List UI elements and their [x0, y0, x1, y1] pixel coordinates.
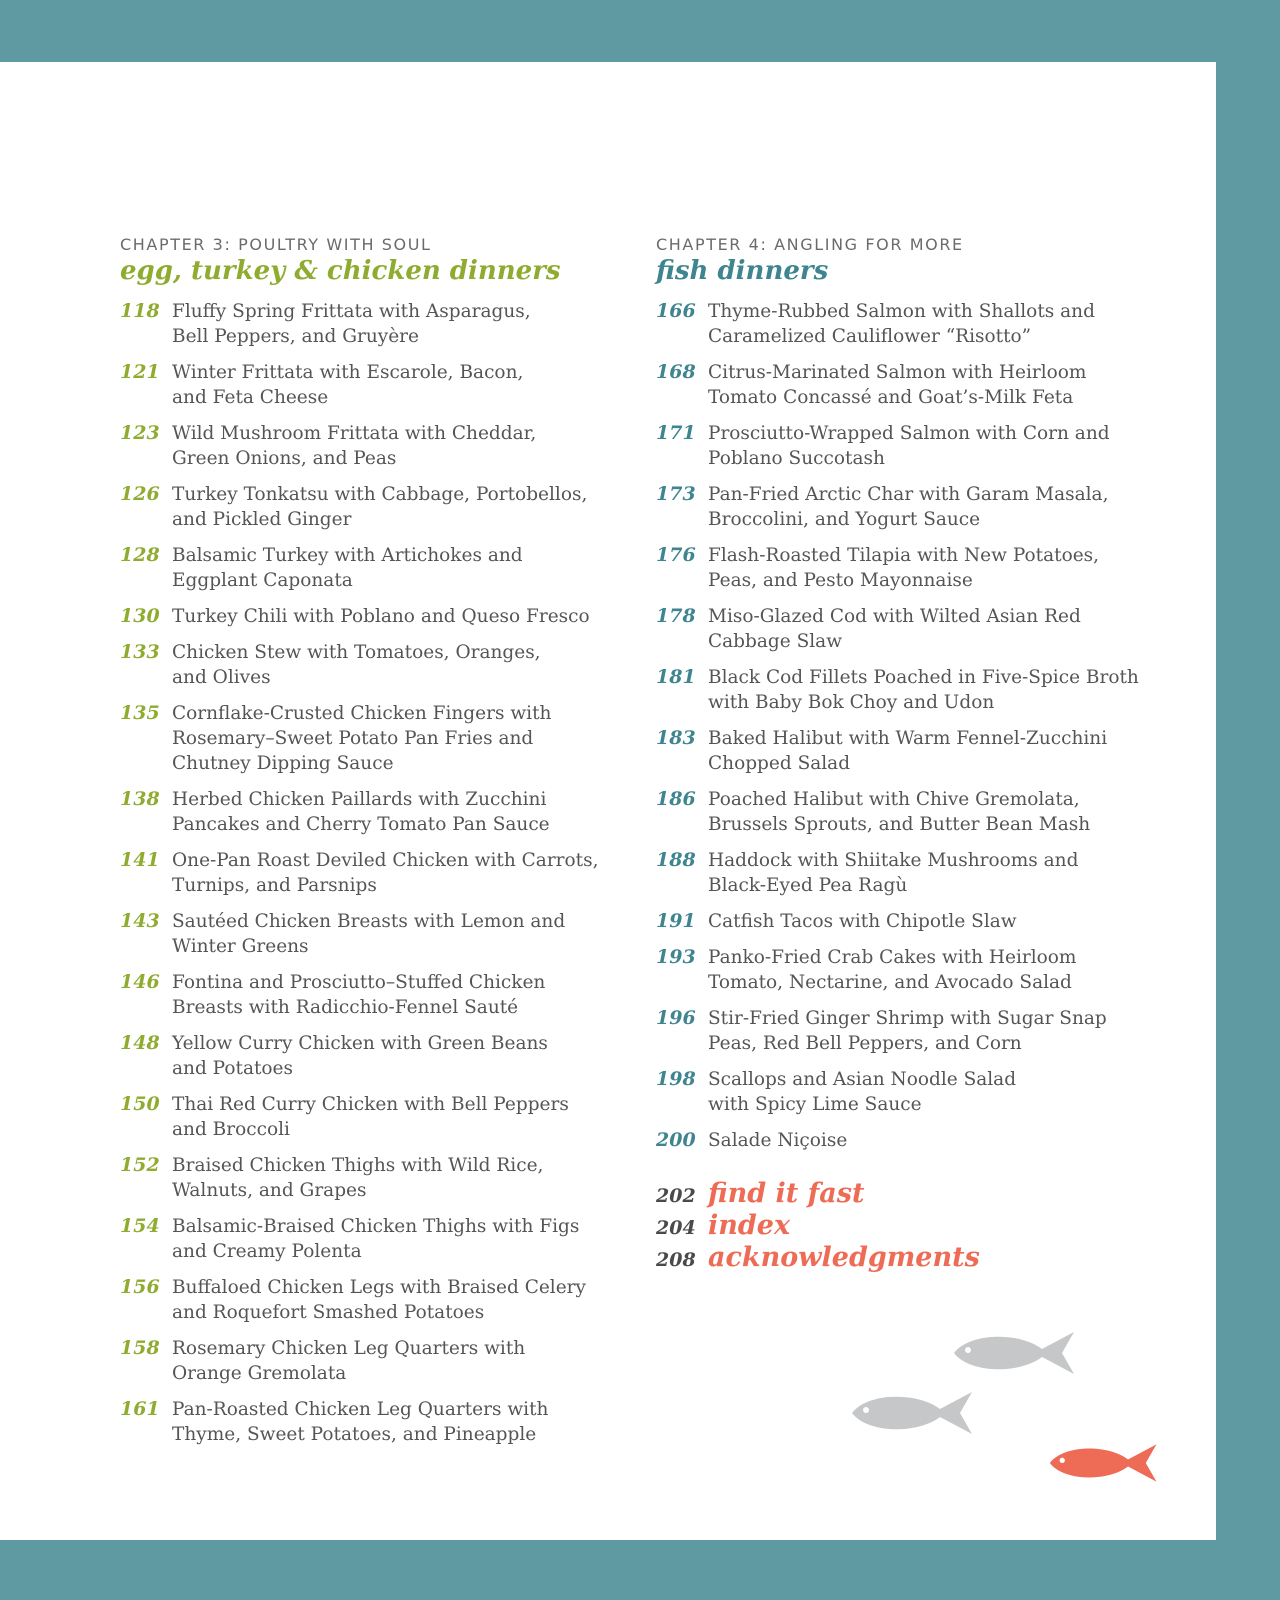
recipe-title: Rosemary Chicken Leg Quarters with Orange Gremolata [172, 1338, 526, 1384]
recipe-list [120, 299, 620, 1447]
toc-entry[interactable] [656, 726, 1176, 776]
page-number: 200 [656, 1129, 696, 1151]
toc-entry[interactable] [656, 1006, 1176, 1056]
recipe-title: Scallops and Asian Noodle Salad with Spicy Lime Sauce [708, 1069, 1017, 1115]
toc-entry[interactable] [120, 1214, 620, 1264]
backmatter-list [656, 1179, 1176, 1275]
backmatter-item[interactable] [656, 1179, 1176, 1211]
chapter-4-section [656, 235, 1176, 1275]
page-number: 191 [656, 910, 696, 932]
page-number: 166 [656, 300, 696, 322]
page-number: 135 [120, 702, 160, 724]
recipe-title: Fluffy Spring Frittata with Asparagus, Bell Peppers, and Gruyère [172, 301, 531, 347]
recipe-title: Stir-Fried Ginger Shrimp with Sugar Snap Peas, Red Bell Peppers, and Corn [708, 1008, 1107, 1054]
recipe-title: Wild Mushroom Frittata with Cheddar, Green Onions, and Peas [172, 423, 537, 469]
toc-entry[interactable] [120, 482, 620, 532]
toc-entry[interactable] [120, 701, 620, 776]
toc-entry[interactable] [656, 909, 1176, 934]
toc-entry[interactable] [120, 970, 620, 1020]
page-number: 133 [120, 641, 160, 663]
toc-entry[interactable] [656, 421, 1176, 471]
page-number: 126 [120, 483, 160, 505]
recipe-title: Catfish Tacos with Chipotle Slaw [708, 911, 1017, 932]
page-number: 158 [120, 1337, 160, 1359]
recipe-title: Turkey Tonkatsu with Cabbage, Portobellos, and Pickled Ginger [172, 484, 588, 530]
recipe-title: Baked Halibut with Warm Fennel-Zucchini Chopped Salad [708, 728, 1108, 774]
backmatter-item[interactable] [656, 1243, 1176, 1275]
backmatter-item[interactable] [656, 1211, 1176, 1243]
toc-entry[interactable] [120, 909, 620, 959]
recipe-title: Panko-Fried Crab Cakes with Heirloom Tomato, Nectarine, and Avocado Salad [708, 947, 1077, 993]
recipe-title: Haddock with Shiitake Mushrooms and Black-Eyed Pea Ragù [708, 850, 1079, 896]
page-number: 130 [120, 605, 160, 627]
page-number: 143 [120, 910, 160, 932]
recipe-title: Balsamic Turkey with Artichokes and Eggplant Caponata [172, 545, 523, 591]
recipe-title: Pan-Fried Arctic Char with Garam Masala, Broccolini, and Yogurt Sauce [708, 484, 1109, 530]
recipe-list [656, 299, 1176, 1153]
page-number: 196 [656, 1007, 696, 1029]
toc-entry[interactable] [120, 1275, 620, 1325]
toc-page [0, 62, 1216, 1540]
page-number: 183 [656, 727, 696, 749]
toc-entry[interactable] [656, 299, 1176, 349]
toc-entry[interactable] [120, 421, 620, 471]
recipe-title: Citrus-Marinated Salmon with Heirloom Tomato Concassé and Goat’s-Milk Feta [708, 362, 1087, 408]
backmatter-title: acknowledgments [708, 1242, 980, 1273]
page-number: 188 [656, 849, 696, 871]
recipe-title: Herbed Chicken Paillards with Zucchini Pancakes and Cherry Tomato Pan Sauce [172, 789, 550, 835]
recipe-title: Braised Chicken Thighs with Wild Rice, Walnuts, and Grapes [172, 1155, 544, 1201]
recipe-title: Thyme-Rubbed Salmon with Shallots and Caramelized Cauliflower “Risotto” [708, 301, 1095, 347]
recipe-title: Sautéed Chicken Breasts with Lemon and Winter Greens [172, 911, 566, 957]
recipe-title: Winter Frittata with Escarole, Bacon, and Feta Cheese [172, 362, 524, 408]
recipe-title: Balsamic-Braised Chicken Thighs with Figs and Creamy Polenta [172, 1216, 580, 1262]
toc-entry[interactable] [656, 482, 1176, 532]
recipe-title: One-Pan Roast Deviled Chicken with Carrots, Turnips, and Parsnips [172, 850, 599, 896]
backmatter-title: index [708, 1210, 791, 1241]
toc-entry[interactable] [656, 945, 1176, 995]
page-number: 168 [656, 361, 696, 383]
recipe-title: Prosciutto-Wrapped Salmon with Corn and Poblano Succotash [708, 423, 1110, 469]
page-number: 193 [656, 946, 696, 968]
recipe-title: Turkey Chili with Poblano and Queso Fresco [172, 606, 590, 627]
recipe-title: Salade Niçoise [708, 1130, 848, 1151]
toc-entry[interactable] [120, 1397, 620, 1447]
recipe-title: Yellow Curry Chicken with Green Beans and Potatoes [172, 1033, 548, 1079]
recipe-title: Black Cod Fillets Poached in Five-Spice Broth with Baby Bok Choy and Udon [708, 667, 1139, 713]
recipe-title: Thai Red Curry Chicken with Bell Peppers and Broccoli [172, 1094, 569, 1140]
page-number: 152 [120, 1154, 160, 1176]
toc-entry[interactable] [120, 299, 620, 349]
page-number: 138 [120, 788, 160, 810]
recipe-title: Buffaloed Chicken Legs with Braised Celery and Roquefort Smashed Potatoes [172, 1277, 586, 1323]
page-number: 154 [120, 1215, 160, 1237]
chapter-title: egg, turkey & chicken dinners [120, 256, 561, 286]
toc-entry[interactable] [656, 1067, 1176, 1117]
page-number: 146 [120, 971, 160, 993]
page-number: 176 [656, 544, 696, 566]
toc-entry[interactable] [656, 543, 1176, 593]
page-number: 148 [120, 1032, 160, 1054]
page-number: 173 [656, 483, 696, 505]
toc-entry[interactable] [656, 360, 1176, 410]
page-number: 161 [120, 1398, 160, 1420]
recipe-title: Poached Halibut with Chive Gremolata, Brussels Sprouts, and Butter Bean Mash [708, 789, 1091, 835]
page-number: 186 [656, 788, 696, 810]
recipe-title: Pan-Roasted Chicken Leg Quarters with Thyme, Sweet Potatoes, and Pineapple [172, 1399, 549, 1445]
page-number: 202 [656, 1185, 696, 1207]
page-number: 118 [120, 300, 160, 322]
toc-entry[interactable] [120, 787, 620, 837]
page-number: 198 [656, 1068, 696, 1090]
page-number: 171 [656, 422, 696, 444]
page-number: 150 [120, 1093, 160, 1115]
page-number: 123 [120, 422, 160, 444]
fish-icon [850, 1390, 976, 1436]
fish-icon [1048, 1442, 1160, 1484]
recipe-title: Chicken Stew with Tomatoes, Oranges, and Olives [172, 642, 541, 688]
toc-entry[interactable] [120, 604, 620, 629]
toc-entry[interactable] [120, 640, 620, 690]
fish-icon [952, 1330, 1078, 1376]
toc-entry[interactable] [120, 360, 620, 410]
page-number: 181 [656, 666, 696, 688]
page-number: 141 [120, 849, 160, 871]
chapter-title: fish dinners [656, 256, 829, 286]
chapter-label: CHAPTER 4: ANGLING FOR MORE [656, 235, 964, 254]
recipe-title: Cornflake-Crusted Chicken Fingers with Rosemary–Sweet Potato Pan Fries and Chutney Dipping Sauce [172, 703, 552, 774]
recipe-title: Miso-Glazed Cod with Wilted Asian Red Cabbage Slaw [708, 606, 1081, 652]
toc-entry[interactable] [120, 1031, 620, 1081]
toc-entry[interactable] [120, 1153, 620, 1203]
toc-entry[interactable] [120, 1092, 620, 1142]
toc-entry[interactable] [656, 1128, 1176, 1153]
chapter-label: CHAPTER 3: POULTRY WITH SOUL [120, 235, 432, 254]
toc-entry[interactable] [656, 665, 1176, 715]
recipe-title: Fontina and Prosciutto–Stuffed Chicken Breasts with Radicchio-Fennel Sauté [172, 972, 546, 1018]
page-number: 178 [656, 605, 696, 627]
page-number: 208 [656, 1249, 696, 1271]
backmatter-title: find it fast [708, 1178, 865, 1209]
toc-entry[interactable] [120, 1336, 620, 1386]
toc-entry[interactable] [120, 848, 620, 898]
page-number: 128 [120, 544, 160, 566]
toc-entry[interactable] [656, 848, 1176, 898]
toc-entry[interactable] [656, 604, 1176, 654]
toc-entry[interactable] [656, 787, 1176, 837]
toc-entry[interactable] [120, 543, 620, 593]
recipe-title: Flash-Roasted Tilapia with New Potatoes, Peas, and Pesto Mayonnaise [708, 545, 1100, 591]
chapter-3-section [120, 235, 620, 1458]
page-number: 156 [120, 1276, 160, 1298]
page-number: 121 [120, 361, 160, 383]
page-number: 204 [656, 1217, 696, 1239]
